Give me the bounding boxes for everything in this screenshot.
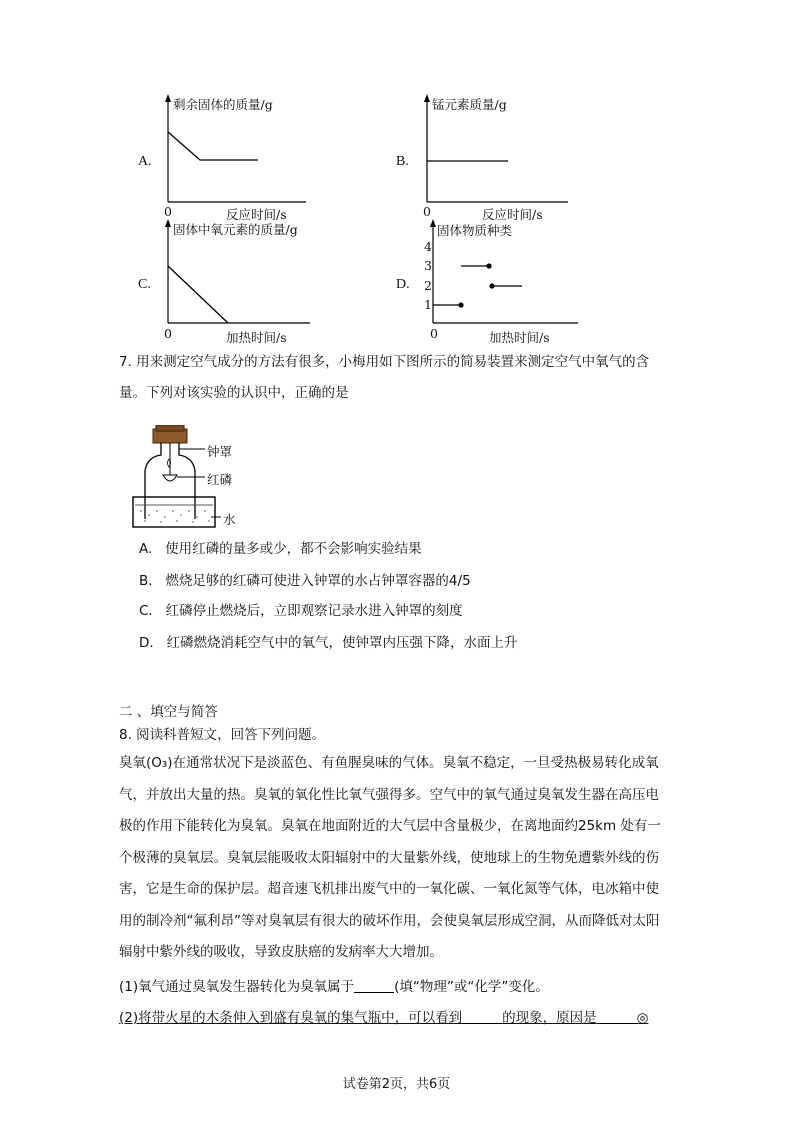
option-letter: C. [138, 277, 151, 292]
answer-blank[interactable] [597, 1009, 637, 1024]
option-letter: D. [139, 635, 154, 651]
passage-line: 辐射中紫外线的吸收，导致皮肤癌的发病率大大增加。 [119, 944, 443, 960]
x-axis-label: 反应时间/s [226, 207, 287, 222]
origin-label: 0 [423, 204, 431, 219]
graph-b [392, 92, 572, 222]
y-tick-label: 3 [424, 258, 432, 273]
option-text: 红磷停止燃烧后，立即观察记录水进入钟罩的刻度 [165, 603, 463, 619]
q7-option-a[interactable] [139, 539, 422, 559]
passage-line: 害，它是生命的保护层。超音速飞机排出废气中的一氧化碳、一氧化氮等气体，电冰箱中使 [119, 881, 659, 897]
passage-line: 用的制冷剂“氟利昂”等对臭氧层有很大的破坏作用，会使臭氧层形成空洞，从而降低对太阳 [119, 912, 660, 929]
q8-intro: 8. 阅读科普短文，回答下列问题。 [119, 727, 326, 743]
option-letter: B. [139, 573, 153, 589]
q8-sub1 [119, 977, 549, 997]
passage-line: 极的作用下能转化为臭氧。臭氧在地面附近的大气层中含量极少，在离地面约25km 处有一 [119, 818, 661, 834]
q7-option-c[interactable] [139, 601, 463, 621]
y-tick-label: 1 [424, 297, 432, 312]
label-bell-jar: 钟罩 [207, 444, 233, 459]
q7-option-b[interactable] [139, 571, 471, 591]
q8-passage [119, 748, 679, 969]
x-axis-label: 加热时间/s [226, 330, 287, 345]
y-axis-label: 剩余固体的质量/g [173, 97, 273, 112]
x-axis-label: 加热时间/s [489, 330, 550, 345]
label-red-phosphorus: 红磷 [207, 472, 233, 487]
y-axis-label: 固体中氧元素的质量/g [173, 222, 298, 237]
origin-label: 0 [430, 326, 438, 341]
answer-blank[interactable] [354, 978, 394, 993]
q7-stem-line1: 7. 用来测定空气成分的方法有很多，小梅用如下图所示的简易装置来测定空气中氧气的含 [119, 354, 650, 370]
y-tick-label: 4 [424, 239, 432, 254]
graph-d [392, 217, 582, 347]
option-letter: A. [138, 154, 152, 169]
origin-label: 0 [164, 326, 172, 341]
graph-c [130, 217, 320, 347]
apparatus-figure [125, 425, 250, 531]
option-letter: A. [139, 541, 153, 557]
sub2-text-b: 的现象，原因是 [502, 1010, 597, 1026]
y-axis-label: 锰元素质量/g [432, 97, 507, 112]
option-letter: C. [139, 603, 153, 619]
sub2-text-a: (2)将带火星的木条伸入到盛有臭氧的集气瓶中，可以看到 [119, 1010, 463, 1026]
section-heading: 二 、填空与简答 [119, 704, 218, 720]
sub1-text-a: (1)氧气通过臭氧发生器转化为臭氧属于 [119, 979, 355, 995]
option-letter: D. [396, 277, 410, 292]
option-text: 使用红磷的量多或少，都不会影响实验结果 [165, 541, 422, 557]
passage-line: 臭氧(O₃)在通常状况下是淡蓝色、有鱼腥臭味的气体。臭氧不稳定，一旦受热极易转化成氧 [119, 755, 659, 771]
origin-label: 0 [164, 204, 172, 219]
q7-option-d[interactable] [139, 633, 518, 653]
sub1-text-b: (填“物理”或“化学”变化。 [394, 979, 549, 995]
option-text: 红磷燃烧消耗空气中的氧气，使钟罩内压强下降，水面上升 [166, 635, 518, 651]
graph-a [130, 92, 310, 222]
y-tick-label: 2 [424, 278, 432, 293]
page-footer: 试卷第2页，共6页 [342, 1077, 451, 1092]
answer-blank[interactable] [462, 1009, 502, 1024]
passage-line: 气，并放出大量的热。臭氧的氧化性比氧气强得多。空气中的氧气通过臭氧发生器在高压电 [119, 786, 659, 803]
y-axis-label: 固体物质种类 [437, 223, 513, 238]
q8-sub2 [119, 1008, 648, 1028]
x-axis-label: 反应时间/s [482, 207, 543, 222]
option-text: 燃烧足够的红磷可使进入钟罩的水占钟罩容器的4/5 [165, 573, 471, 589]
sub2-text-c: ◎ [636, 1010, 649, 1026]
label-water: 水 [223, 512, 236, 527]
passage-line: 个极薄的臭氧层。臭氧层能吸收太阳辐射中的大量紫外线，使地球上的生物免遭紫外线的伤 [119, 849, 659, 866]
option-letter: B. [396, 154, 409, 169]
q7-stem-line2: 量。下列对该实验的认识中，正确的是 [119, 385, 349, 401]
